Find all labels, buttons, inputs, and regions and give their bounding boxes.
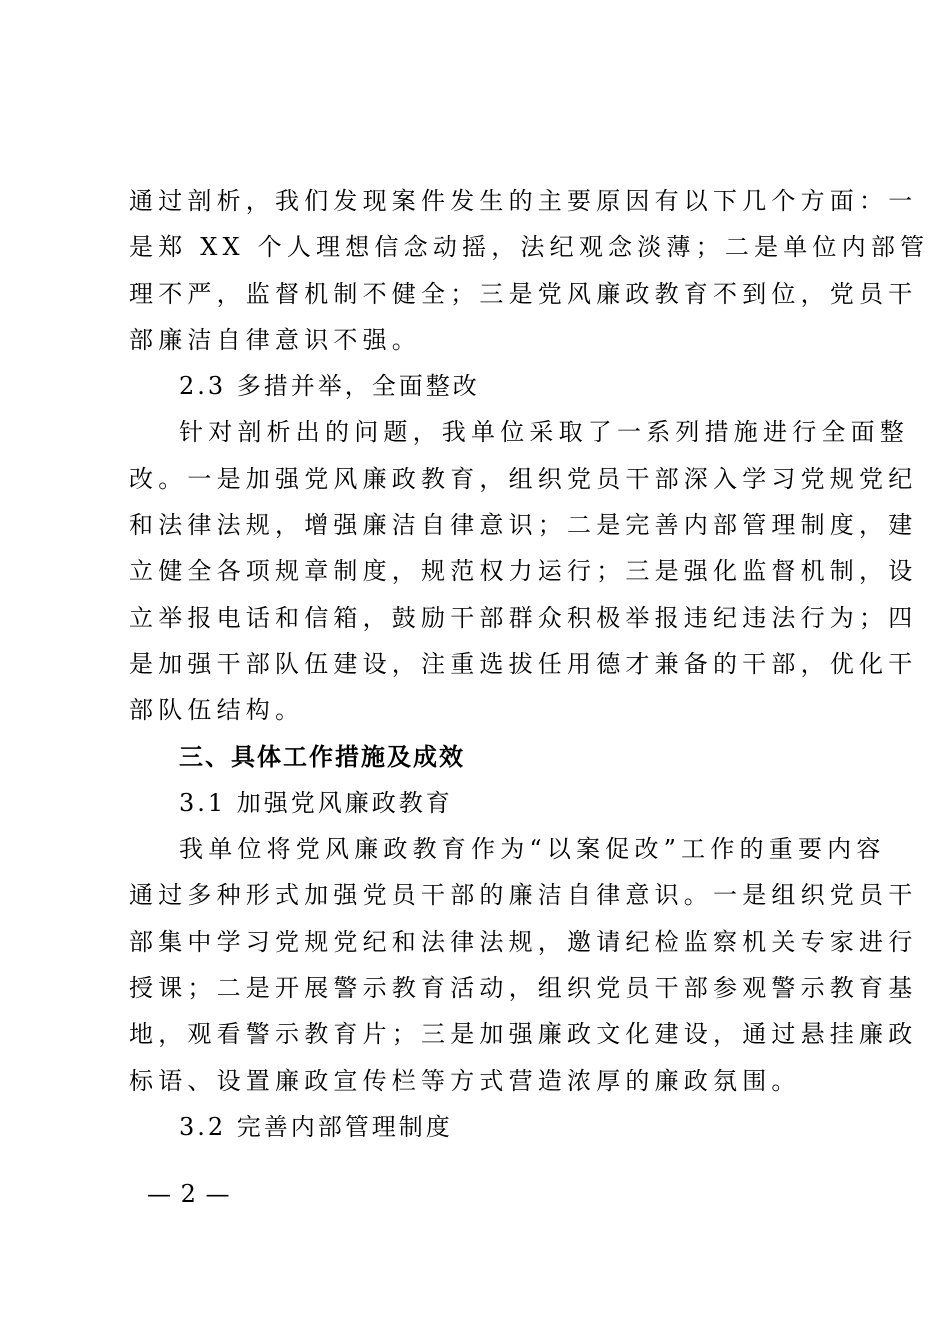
subheading-3-2: 3.2 完善内部管理制度 bbox=[179, 1112, 453, 1141]
subheading-2-3: 2.3 多措并举，全面整改 bbox=[179, 372, 480, 401]
text-line: 授课；二是开展警示教育活动，组织党员干部参观警示教育基 bbox=[129, 974, 918, 1003]
text-line: 立健全各项规章制度，规范权力运行；三是强化监督机制，设 bbox=[129, 557, 918, 586]
text-line: 改。一是加强党风廉政教育，组织党员干部深入学习党规党纪 bbox=[129, 464, 918, 493]
text-line: 和法律法规，增强廉洁自律意识；二是完善内部管理制度，建 bbox=[129, 511, 918, 540]
text-line: 是郑 XX 个人理想信念动摇，法纪观念淡薄；二是单位内部管 bbox=[129, 233, 930, 262]
text-line: 立举报电话和信箱，鼓励干部群众积极举报违纪违法行为；四 bbox=[129, 603, 918, 632]
paragraph-education bbox=[129, 826, 918, 1104]
text-line: 是加强干部队伍建设，注重选拔任用德才兼备的干部，优化干 bbox=[129, 649, 918, 678]
page-number: — 2 — bbox=[147, 1180, 231, 1208]
document-body bbox=[129, 178, 930, 1150]
text-line: 我单位将党风廉政教育作为“以案促改”工作的重要内容 bbox=[179, 835, 886, 864]
text-line: 理不严，监督机制不健全；三是党风廉政教育不到位，党员干 bbox=[129, 279, 918, 308]
paragraph-rectification bbox=[129, 409, 918, 733]
text-line: 部队伍结构。 bbox=[129, 696, 305, 725]
text-line: 通过多种形式加强党员干部的廉洁自律意识。一是组织党员干 bbox=[129, 881, 918, 910]
text-line: 地，观看警示教育片；三是加强廉政文化建设，通过悬挂廉政 bbox=[129, 1020, 918, 1049]
paragraph-causes bbox=[129, 178, 930, 363]
text-line: 通过剖析，我们发现案件发生的主要原因有以下几个方面：一 bbox=[129, 187, 918, 215]
text-line: 部廉洁自律意识不强。 bbox=[129, 325, 421, 354]
section-heading-3: 三、具体工作措施及成效 bbox=[179, 742, 465, 771]
text-line: 标语、设置廉政宣传栏等方式营造浓厚的廉政氛围。 bbox=[129, 1066, 801, 1095]
subheading-3-1: 3.1 加强党风廉政教育 bbox=[179, 788, 453, 817]
text-line: 针对剖析出的问题，我单位采取了一系列措施进行全面整 bbox=[179, 418, 909, 447]
text-line: 部集中学习党规党纪和法律法规，邀请纪检监察机关专家进行 bbox=[129, 927, 918, 956]
